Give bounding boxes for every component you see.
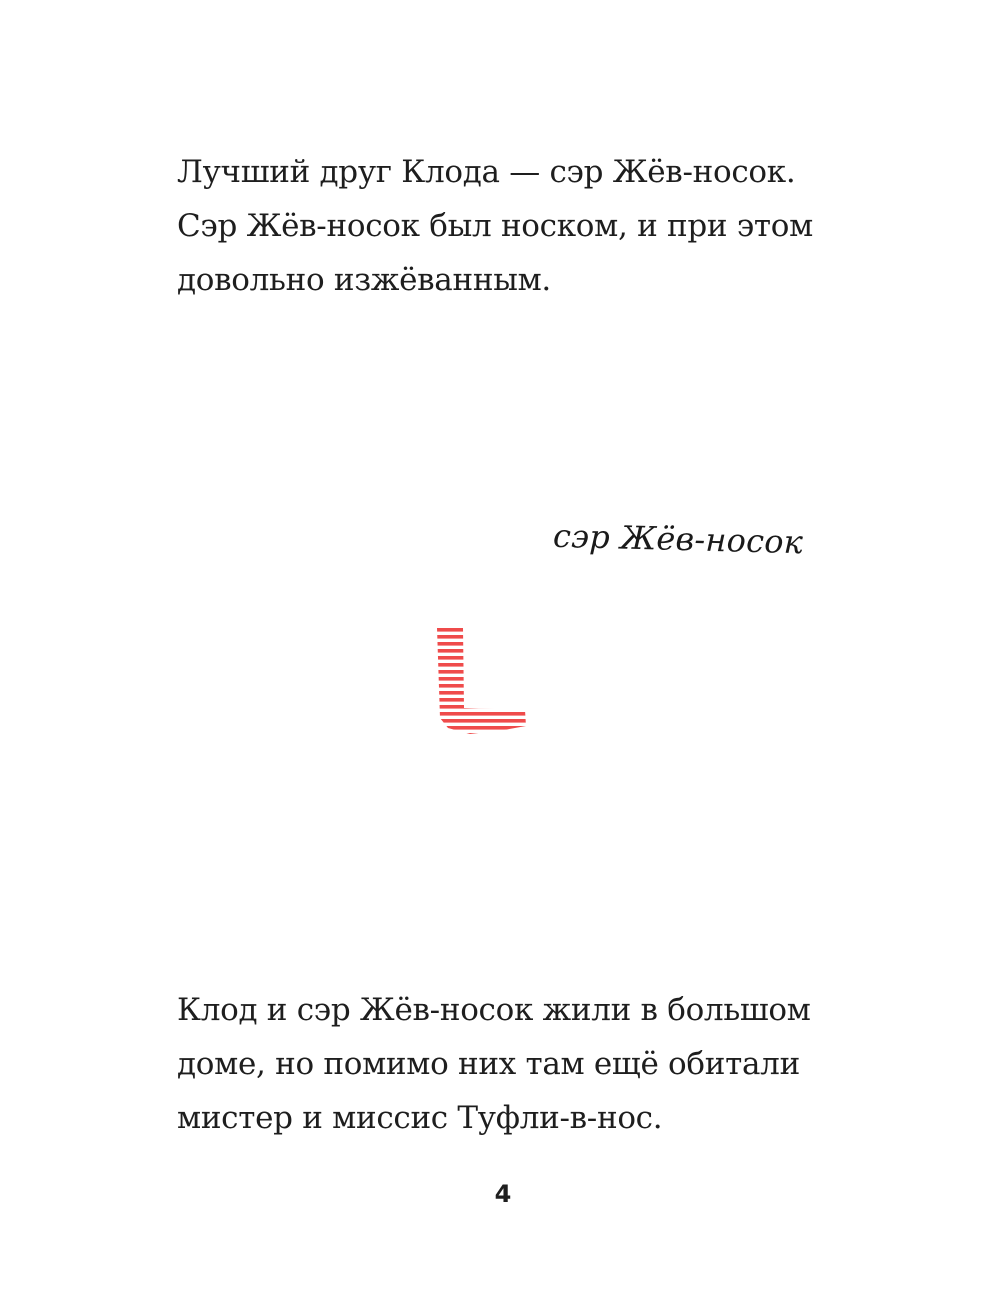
sock-stripe — [430, 656, 530, 660]
sock-stripes — [430, 628, 530, 737]
sock-stripe — [430, 628, 530, 632]
paragraph-house — [177, 983, 811, 1145]
sock-stripe — [430, 670, 530, 674]
text-line: довольно изжёванным. — [177, 262, 551, 298]
sock-stripe — [430, 642, 530, 646]
sock-stripe — [430, 726, 530, 730]
sock-stripe — [430, 719, 530, 723]
sock-stripe — [430, 677, 530, 681]
striped-sock-illustration — [430, 624, 530, 744]
sock-stripe — [430, 705, 530, 709]
sock-stripe — [430, 635, 530, 639]
sock-stripe — [430, 663, 530, 667]
text-line: доме, но помимо них там ещё обитали — [177, 1046, 800, 1082]
text-line: мистер и миссис Туфли-в-нос. — [177, 1100, 663, 1136]
sock-stripe — [430, 698, 530, 702]
sock-stripe — [430, 712, 530, 716]
sock-stripe — [430, 649, 530, 653]
text-line: Сэр Жёв-носок был носком, и при этом — [177, 208, 813, 244]
text-line: Лучший друг Клода — сэр Жёв-носок. — [177, 154, 796, 190]
text-line: Клод и сэр Жёв-носок жили в большом — [177, 992, 811, 1028]
sock-stripe — [430, 684, 530, 688]
page-number: 4 — [494, 1180, 512, 1208]
paragraph-intro — [177, 145, 813, 307]
sock-caption: сэр Жёв-носок — [552, 516, 804, 562]
sock-stripe — [430, 691, 530, 695]
sock-stripe — [430, 733, 530, 737]
